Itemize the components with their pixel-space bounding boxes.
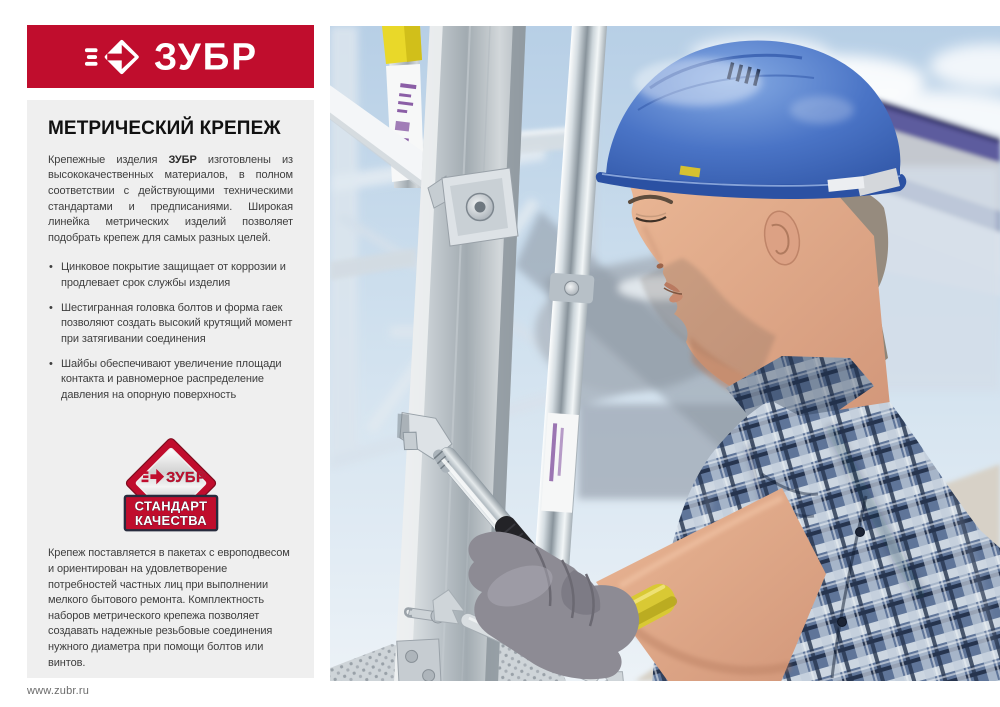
badge-line2: КАЧЕСТВА [134,513,207,529]
logo-wordmark: ЗУБР [153,35,259,78]
feature-item [48,301,293,348]
shirt-button [838,618,847,627]
feature-item [48,260,293,291]
pole-base-plate [397,639,441,681]
badge-brand-text: ЗУБР [165,470,206,487]
feature-text: Цинковое покрытие защищает от коррозии и продлевает срок службы изделия [61,261,286,290]
website-url: www.zubr.ru [27,685,90,697]
badge-line1: СТАНДАРТ [134,498,207,514]
zubr-logo-bar [27,25,314,88]
product-photo [330,26,1000,681]
intro-text-pre: Крепежные изделия [48,153,169,166]
intro-brand-name: ЗУБР [168,153,197,166]
shirt-button [856,528,865,537]
intro-paragraph [48,153,293,247]
badge-banner [124,496,216,530]
quality-badge [118,434,224,546]
feature-item [48,357,293,404]
intro-text-post: изготовлены из высококачественных материалов, в полном соответствии с действующими техническими стандартами и предписаниями. Широкая линейка метрических изделий позволяет подобрать крепеж для самых разных целей. [48,153,294,244]
feature-text: Шестигранная головка болтов и форма гаек позволяют создать высокий крутящий момент при затягивании соединения [61,301,293,345]
features-list [48,260,293,412]
feature-text: Шайбы обеспечивают увеличение площади контакта и равномерное распределение давления на опорную поверхность [61,357,282,401]
outro-paragraph: Крепеж поставляется в пакетах с европодвесом и ориентирован на удовлетворение потребностей частных лиц при выполнении мелкого бытового ремонта. Комплектность наборов метрического крепежа позволяет создавать надежные резьбовые соединения нужного диаметра при помощи болтов или винтов. [48,547,290,669]
zubr-arrow-diamond-icon [83,32,145,82]
content-panel [27,100,314,678]
page-title: МЕТРИЧЕСКИЙ КРЕПЕЖ [48,118,281,139]
